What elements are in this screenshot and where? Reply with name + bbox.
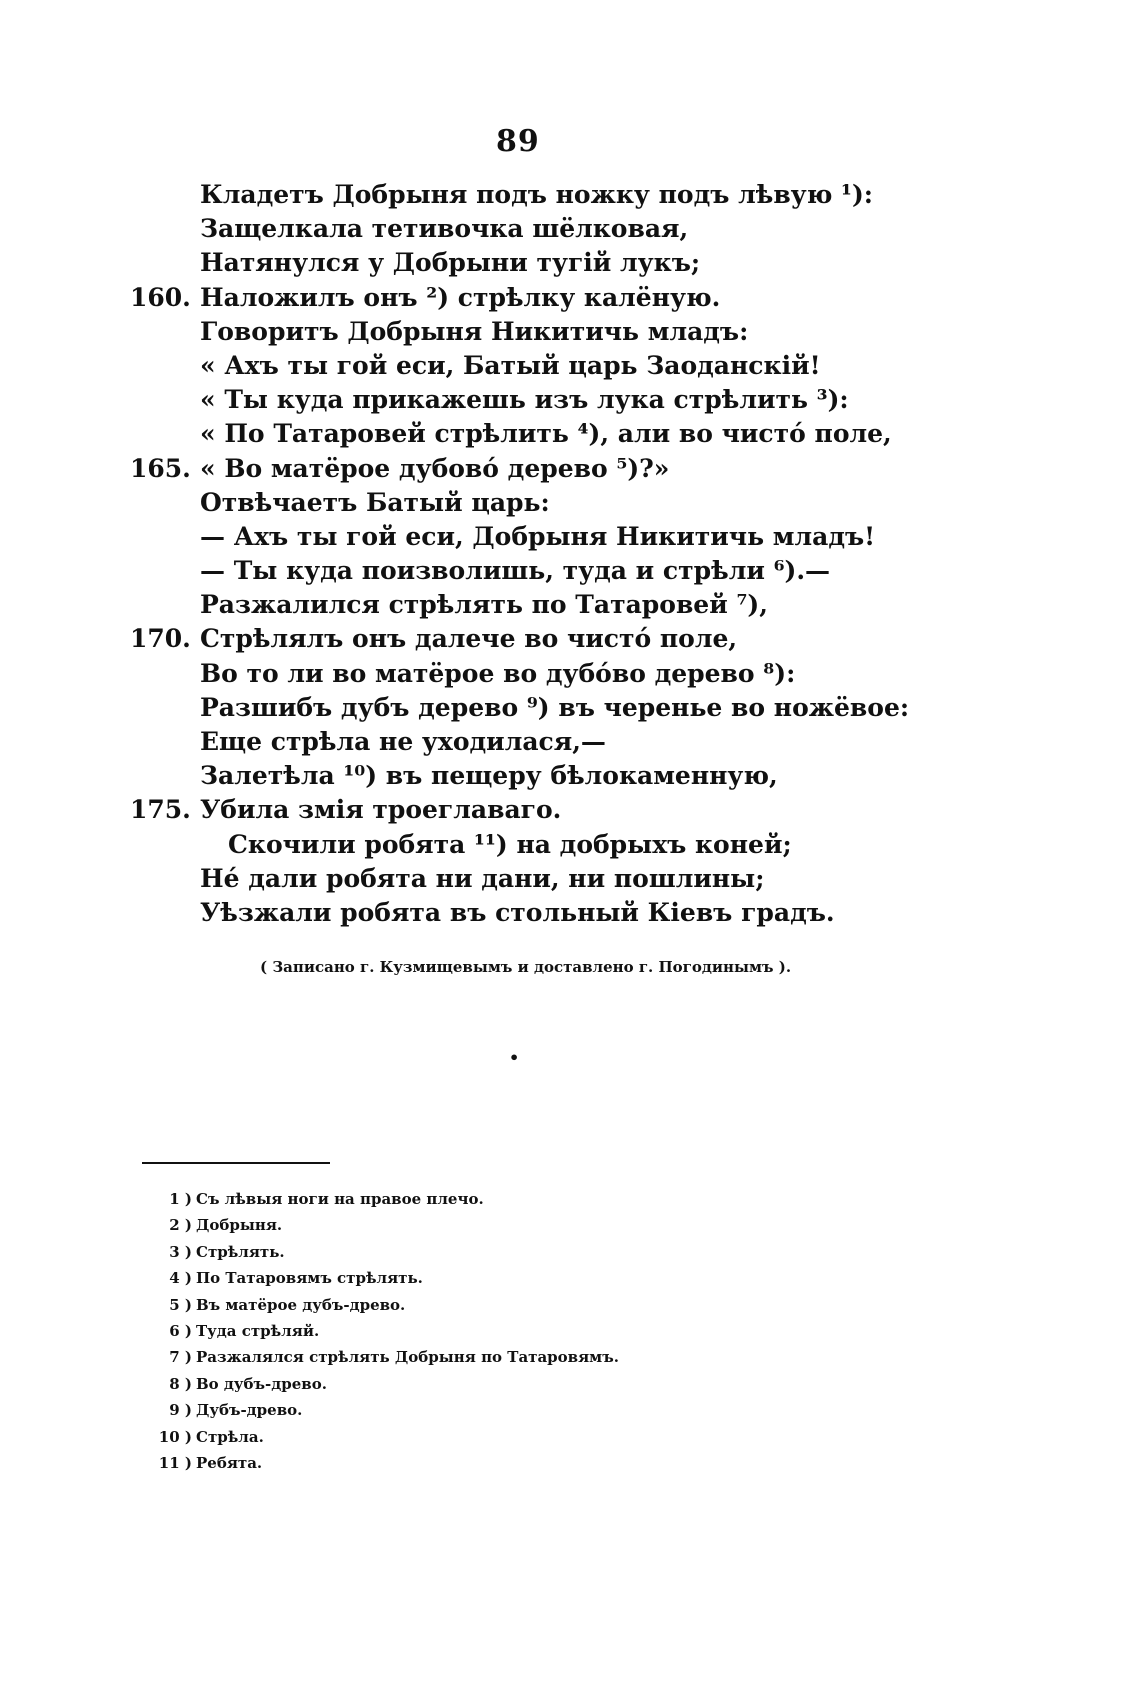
verse-line [130,246,890,280]
line-text: Нé дали робята ни дани, ни пошлины; [200,863,765,893]
footnote [158,1450,758,1476]
footnote-text: Добрыня. [196,1216,283,1235]
footnote-text: Съ лѣвыя ноги на правое плечо. [196,1190,484,1208]
footnote [158,1186,758,1212]
footnote [158,1212,758,1238]
footnote-number: 6 ) [169,1321,192,1340]
line-text: Разшибъ дубъ дерево ⁹) въ черенье во ножёвое: [200,692,910,722]
line-text: Стрѣлялъ онъ далече во чистó поле, [200,624,738,654]
line-text: Уѣзжали робята въ стольный Кіевъ градъ. [200,897,835,927]
line-text: Кладетъ Добрыня подъ ножку подъ лѣвую ¹): [200,180,874,209]
verse-line [130,315,890,349]
verse-line [130,349,890,383]
verse-line [130,486,890,520]
footnote-text: Разжалялся стрѣлять Добрыня по Татаровямъ. [196,1348,619,1367]
verse-line [130,862,890,896]
line-text: Залетѣла ¹⁰) въ пещеру бѣлокаменную, [200,761,778,791]
footnote-number: 11 ) [158,1453,192,1472]
footnote [158,1371,758,1397]
line-text: « Во матёрое дубовó дерево ⁵)?» [200,453,670,483]
verse-line [130,554,890,588]
footnotes [158,1186,758,1476]
footnote-number: 3 ) [169,1242,192,1261]
verse-line [130,691,910,725]
verse-line [130,622,890,656]
line-text: Во то ли во матёрое во дубóво дерево ⁸): [200,658,796,688]
verse-line [130,896,890,930]
footnote-text: Въ матёрое дубъ-древо. [196,1295,406,1314]
verse-line [130,178,890,212]
footnote [158,1292,758,1318]
footnote-number: 5 ) [169,1295,192,1314]
footnote-text: Во дубъ-древо. [196,1374,327,1393]
footnote-number: 8 ) [169,1374,192,1393]
line-text: — Ты куда поизволишь, туда и стрѣли ⁶).— [200,556,831,586]
page-number: 89 [496,124,540,159]
footnote-text: Дубъ-древо. [196,1401,303,1420]
verse-line [130,725,890,759]
footnote-number: 9 ) [169,1401,192,1420]
verse-line [130,212,890,246]
footnote-divider [142,1162,330,1164]
footnote-text: Ребята. [196,1453,263,1472]
line-text: Отвѣчаетъ Батый царь: [200,487,550,517]
line-number: 165. [130,453,191,483]
footnote-text: Туда стрѣляй. [196,1321,320,1340]
line-number: 160. [130,282,191,312]
line-text: — Ахъ ты гой еси, Добрыня Никитичь младъ! [200,521,876,551]
verse-line [130,657,890,691]
footnote-number: 2 ) [169,1216,192,1235]
footnote [158,1397,758,1423]
footnote-number: 7 ) [169,1348,192,1367]
footnote [158,1344,758,1370]
footnote [158,1239,758,1265]
line-text: Разжалился стрѣлять по Татаровей ⁷), [200,590,768,620]
footnote [158,1265,758,1291]
line-number: 170. [130,624,191,654]
footnote [158,1424,758,1450]
verse-line [130,281,890,315]
verse-line [130,588,890,622]
footnote [158,1318,758,1344]
line-text: Скочили робята ¹¹) на добрыхъ коней; [228,829,792,859]
line-text: Говоритъ Добрыня Никитичь младъ: [200,316,749,346]
line-text: Убила змія троеглаваго. [200,795,562,825]
line-text: Защелкала тетивочка шёлковая, [200,214,689,244]
verse-line [130,759,890,793]
line-text: Наложилъ онъ ²) стрѣлку калёную. [200,282,721,312]
verse-line [130,383,890,417]
source-note: ( Записано г. Кузмищевымъ и доставлено г. Погодинымъ ). [260,958,792,976]
line-number: 175. [130,795,191,825]
line-text: « Ахъ ты гой еси, Батый царь Заоданскій! [200,350,821,380]
footnote-number: 4 ) [169,1269,192,1288]
poem-text [130,178,910,930]
verse-line [130,828,890,862]
footnote-number: 10 ) [158,1427,192,1446]
line-text: Натянулся у Добрыни тугій лукъ; [200,248,701,278]
footnote-text: Стрѣлять. [196,1242,285,1261]
verse-line [130,793,890,827]
verse-line [130,520,890,554]
line-text: « По Татаровей стрѣлить ⁴), али во чистó поле, [200,419,892,449]
footnote-text: Стрѣла. [196,1427,264,1446]
line-text: « Ты куда прикажешь изъ лука стрѣлить ³): [200,385,849,415]
verse-line [130,417,890,451]
ornament-dot: • [509,1048,520,1067]
footnote-number: 1 ) [169,1190,192,1208]
line-text: Еще стрѣла не уходилася,— [200,727,606,756]
footnote-text: По Татаровямъ стрѣлять. [196,1269,423,1288]
verse-line [130,452,890,486]
